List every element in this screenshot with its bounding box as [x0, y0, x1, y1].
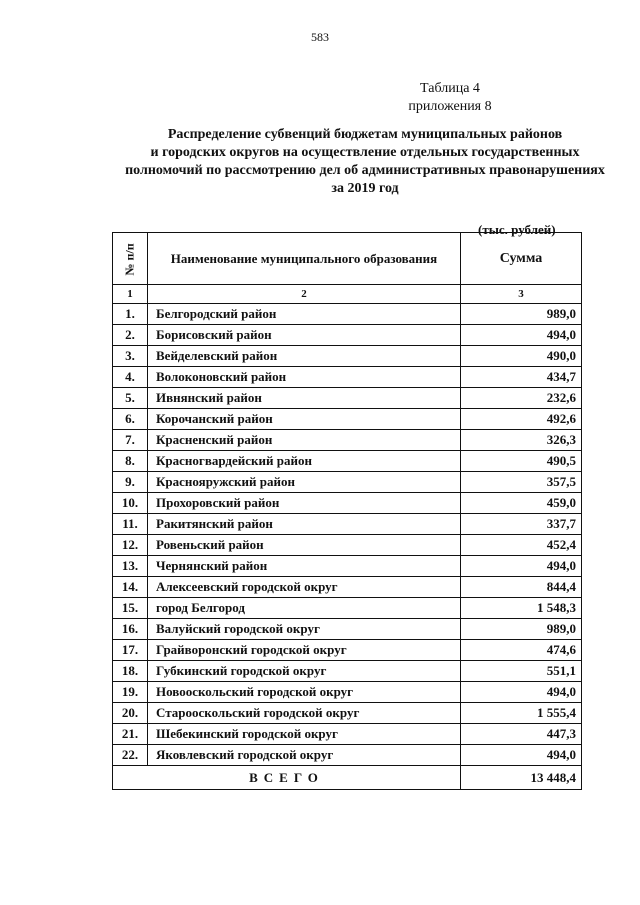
row-sum: 326,3 — [461, 430, 582, 451]
title-line-4: за 2019 год — [331, 181, 399, 196]
row-sum: 434,7 — [461, 367, 582, 388]
table-row — [113, 367, 582, 388]
title-line-3: полномочий по рассмотрению дел об административных правонарушениях — [125, 163, 605, 178]
table-row — [113, 325, 582, 346]
row-name: Новооскольский городской округ — [148, 682, 461, 703]
row-sum: 474,6 — [461, 640, 582, 661]
row-sum: 490,5 — [461, 451, 582, 472]
header-number-label: № п/п — [122, 242, 137, 276]
header-name: Наименование муниципального образования — [148, 233, 461, 285]
row-number: 20. — [113, 703, 148, 724]
row-sum: 357,5 — [461, 472, 582, 493]
row-name: Губкинский городской округ — [148, 661, 461, 682]
table-row — [113, 514, 582, 535]
row-name: Краснояружский район — [148, 472, 461, 493]
row-number: 14. — [113, 577, 148, 598]
row-number: 4. — [113, 367, 148, 388]
header-row — [113, 233, 582, 285]
row-name: Волоконовский район — [148, 367, 461, 388]
row-number: 1. — [113, 304, 148, 325]
row-sum: 494,0 — [461, 745, 582, 766]
column-index-3: 3 — [461, 285, 582, 304]
row-number: 21. — [113, 724, 148, 745]
row-name: Борисовский район — [148, 325, 461, 346]
table-row — [113, 724, 582, 745]
column-index-2: 2 — [148, 285, 461, 304]
row-name: Вейделевский район — [148, 346, 461, 367]
row-number: 19. — [113, 682, 148, 703]
row-name: Красногвардейский район — [148, 451, 461, 472]
row-name: Ровеньский район — [148, 535, 461, 556]
table-row — [113, 661, 582, 682]
total-label: ВСЕГО — [113, 766, 461, 790]
column-index-1: 1 — [113, 285, 148, 304]
table-row — [113, 535, 582, 556]
row-name: Чернянский район — [148, 556, 461, 577]
row-number: 8. — [113, 451, 148, 472]
row-name: Грайворонский городской округ — [148, 640, 461, 661]
row-name: Шебекинский городской округ — [148, 724, 461, 745]
row-number: 15. — [113, 598, 148, 619]
title-line-1: Распределение субвенций бюджетам муниципальных районов — [167, 127, 563, 142]
row-sum: 1 548,3 — [461, 598, 582, 619]
row-number: 3. — [113, 346, 148, 367]
row-sum: 447,3 — [461, 724, 582, 745]
row-number: 12. — [113, 535, 148, 556]
row-sum: 989,0 — [461, 619, 582, 640]
row-number: 13. — [113, 556, 148, 577]
units-label: (тыс. рублей) — [478, 222, 556, 237]
row-number: 17. — [113, 640, 148, 661]
row-name: Белгородский район — [148, 304, 461, 325]
row-name: Ракитянский район — [148, 514, 461, 535]
row-sum: 490,0 — [461, 346, 582, 367]
row-number: 11. — [113, 514, 148, 535]
table-row — [113, 451, 582, 472]
table-row — [113, 304, 582, 325]
row-sum: 989,0 — [461, 304, 582, 325]
row-sum: 494,0 — [461, 325, 582, 346]
subvention-table — [112, 232, 582, 790]
table-row — [113, 388, 582, 409]
table-row — [113, 598, 582, 619]
row-sum: 494,0 — [461, 556, 582, 577]
row-number: 10. — [113, 493, 148, 514]
caption-line-1: Таблица 4 — [420, 81, 480, 96]
table-body — [113, 304, 582, 766]
caption-line-2: приложения 8 — [408, 99, 492, 114]
table-row — [113, 745, 582, 766]
row-name: Ивнянский район — [148, 388, 461, 409]
row-sum: 452,4 — [461, 535, 582, 556]
row-sum: 551,1 — [461, 661, 582, 682]
page-number: 583 — [311, 30, 329, 44]
row-sum: 494,0 — [461, 682, 582, 703]
row-name: Красненский район — [148, 430, 461, 451]
row-sum: 1 555,4 — [461, 703, 582, 724]
row-name: Валуйский городской округ — [148, 619, 461, 640]
row-number: 6. — [113, 409, 148, 430]
row-number: 7. — [113, 430, 148, 451]
column-index-row — [113, 285, 582, 304]
total-sum: 13 448,4 — [461, 766, 582, 790]
row-name: Алексеевский городской округ — [148, 577, 461, 598]
row-sum: 232,6 — [461, 388, 582, 409]
row-sum: 844,4 — [461, 577, 582, 598]
table-row — [113, 619, 582, 640]
row-number: 5. — [113, 388, 148, 409]
table-row — [113, 556, 582, 577]
row-name: Яковлевский городской округ — [148, 745, 461, 766]
row-name: Корочанский район — [148, 409, 461, 430]
table-row — [113, 409, 582, 430]
row-number: 2. — [113, 325, 148, 346]
table-row — [113, 472, 582, 493]
table-row — [113, 682, 582, 703]
table-row — [113, 703, 582, 724]
row-sum: 492,6 — [461, 409, 582, 430]
row-number: 9. — [113, 472, 148, 493]
title-line-2: и городских округов на осуществление отдельных государственных — [150, 145, 580, 160]
header-number — [113, 233, 148, 285]
table-row — [113, 577, 582, 598]
row-number: 18. — [113, 661, 148, 682]
row-name: Прохоровский район — [148, 493, 461, 514]
table-row — [113, 493, 582, 514]
table-row — [113, 640, 582, 661]
table-caption — [380, 80, 520, 116]
header-sum: Сумма — [461, 233, 582, 285]
document-title — [125, 126, 605, 198]
table-row — [113, 430, 582, 451]
row-name: Старооскольский городской округ — [148, 703, 461, 724]
table-row — [113, 346, 582, 367]
row-sum: 337,7 — [461, 514, 582, 535]
row-number: 16. — [113, 619, 148, 640]
row-sum: 459,0 — [461, 493, 582, 514]
total-row — [113, 766, 582, 790]
row-name: город Белгород — [148, 598, 461, 619]
row-number: 22. — [113, 745, 148, 766]
